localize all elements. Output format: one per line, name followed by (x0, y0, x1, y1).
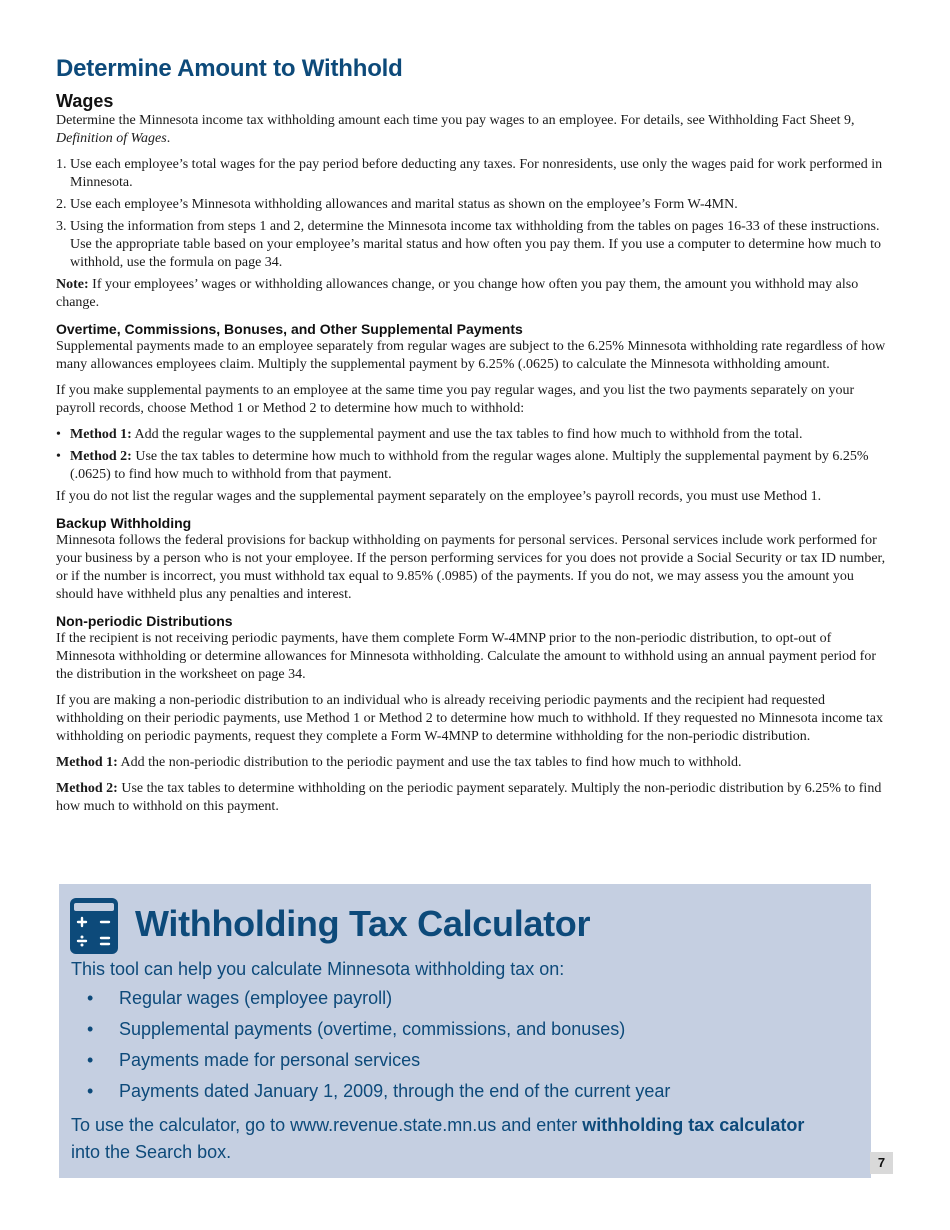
supplemental-para-3: If you do not list the regular wages and the supplemental payment separately on the employee’s payroll records, you must use Method 1. (56, 489, 822, 504)
calculator-list-item: • Payments dated January 1, 2009, through the end of the current year (87, 1081, 671, 1101)
supplemental-para-1: Supplemental payments made to an employee separately from regular wages are subject to the 6.25% Minnesota withholding rate regardless of how many allowances employees claim. Multiply the supplemental payment by 6.25% (.0625) to calculate the Minnesota withholding amount. (56, 339, 886, 372)
backup-para: Minnesota follows the federal provisions for backup withholding on payments for personal services. Personal services include work performed for your business by a person who is not your employee. If the person performing services for you does not provide a Social Security or tax ID number, or if the number is incorrect, you must withhold tax equal to 9.85% (.0985) of the payments. If you do not, we may assess you the amount you should have withheld plus any penalties and interest. (56, 533, 886, 602)
wages-step: 1. Use each employee’s total wages for the pay period before deducting any taxes. For nonresidents, use only the wages paid for work performed in Minnesota. (56, 157, 883, 190)
wages-step: 3. Using the information from steps 1 and 2, determine the Minnesota income tax withholding from the tables on pages 16-33 of these instructions. Use the appropriate table based on your employee’s marital status and how often you pay them. If you use a computer to determine how much to withhold, use the formula on page 34. (56, 219, 881, 270)
nonperiodic-para-1: If the recipient is not receiving periodic payments, have them complete Form W-4MNP prior to the non-periodic distribution, to opt-out of Minnesota withholding or determine allowances for Minnesota withholding. Calculate the amount to withhold using an annual payment period for the distribution in the worksheet on page 34. (56, 631, 876, 682)
supplemental-para-2: If you make supplemental payments to an employee at the same time you pay regular wages, and you list the two payments separately on your payroll records, choose Method 1 or Method 2 to determine how much to withhold: (56, 383, 855, 416)
calculator-instructions: To use the calculator, go to www.revenue.state.mn.us and enter withholding tax calculator into the Search box. (71, 1115, 805, 1162)
calculator-icon (70, 898, 118, 954)
page-title: Determine Amount to Withhold (56, 55, 403, 82)
calculator-list-item: • Payments made for personal services (87, 1050, 421, 1070)
nonperiodic-para-2: If you are making a non-periodic distribution to an individual who is already receiving periodic payments and the recipient had requested withholding on their periodic payments, use Method 1 or Method 2 to determine how much to withhold. If they requested no Minnesota income tax withholding on periodic payments, request they complete a Form W-4MNP to determine withholding for the non-periodic distribution. (56, 693, 884, 744)
supplemental-heading: Overtime, Commissions, Bonuses, and Other Supplemental Payments (56, 321, 523, 337)
calculator-intro: This tool can help you calculate Minnesota withholding tax on: (71, 959, 565, 979)
wages-steps (56, 156, 890, 272)
wages-note: Note: If your employees’ wages or withholding allowances change, or you change how often you pay them, the amount you withhold may also change. (56, 277, 859, 310)
wages-intro: Determine the Minnesota income tax withholding amount each time you pay wages to an employee. For details, see Withholding Fact Sheet 9, Definition of Wages. (56, 113, 855, 146)
backup-heading: Backup Withholding (56, 515, 192, 531)
calculator-list (71, 986, 670, 1110)
wages-heading: Wages (56, 91, 114, 111)
calculator-list-item: • Regular wages (employee payroll) (87, 988, 393, 1008)
document-page (56, 54, 890, 816)
supplemental-method: • Method 1: Add the regular wages to the supplemental payment and use the tax tables to find how much to withhold from the total. (56, 427, 803, 442)
calculator-list-item: • Supplemental payments (overtime, commissions, and bonuses) (87, 1019, 626, 1039)
nonperiodic-method-2: Method 2: Use the tax tables to determine withholding on the periodic payment separately. Multiply the non-periodic distribution by 6.25% to find how much to withhold on this payment. (56, 781, 882, 814)
supplemental-method: • Method 2: Use the tax tables to determine how much to withhold from the regular wages alone. Multiply the supplemental payment by 6.25% (.0625) to find how much to withhold from that payment. (56, 449, 869, 482)
nonperiodic-method-1: Method 1: Add the non-periodic distribution to the periodic payment and use the tax tables to find how much to withhold. (56, 755, 742, 770)
calculator-title: Withholding Tax Calculator (135, 903, 591, 944)
supplemental-methods (56, 426, 890, 484)
calculator-callout (59, 884, 871, 1178)
wages-step: 2. Use each employee’s Minnesota withholding allowances and marital status as shown on the employee’s Form W-4MN. (56, 197, 738, 212)
nonperiodic-heading: Non-periodic Distributions (56, 613, 233, 629)
page-number: 7 (870, 1152, 893, 1174)
